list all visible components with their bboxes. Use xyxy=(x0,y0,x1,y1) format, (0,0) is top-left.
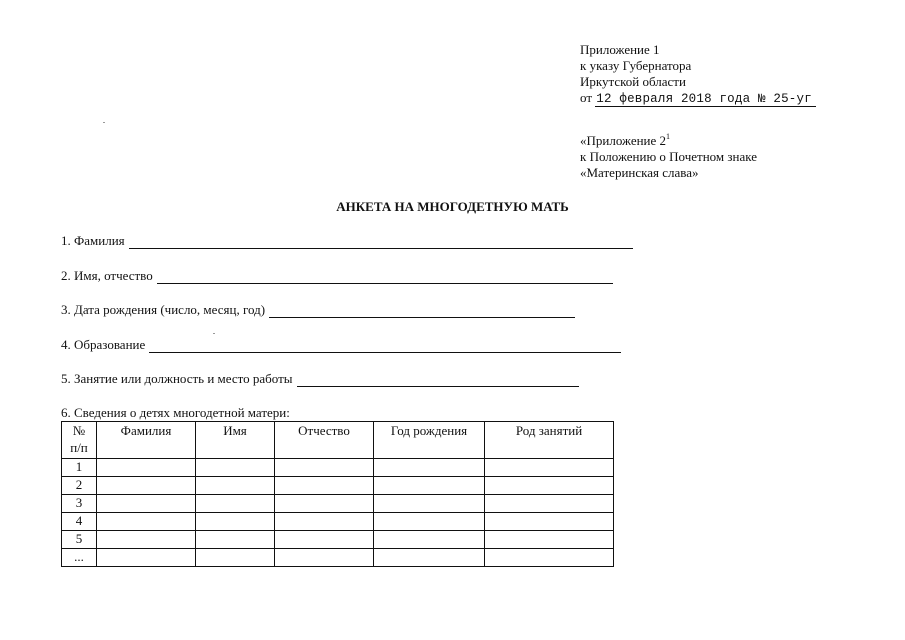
row-number: 4 xyxy=(62,513,97,531)
table-row xyxy=(62,477,614,495)
date-value: 12 февраля 2018 года № 25-уг xyxy=(595,92,816,107)
table-row xyxy=(62,549,614,567)
appendix2-header xyxy=(580,129,757,181)
field-surname-label: 1. Фамилия xyxy=(61,233,125,248)
table-cell[interactable] xyxy=(275,495,374,513)
table-cell[interactable] xyxy=(485,459,614,477)
table-row xyxy=(62,531,614,549)
field-name-patronymic[interactable] xyxy=(61,268,613,284)
table-cell[interactable] xyxy=(374,531,485,549)
scan-speck xyxy=(103,122,105,123)
table-row xyxy=(62,513,614,531)
table-row xyxy=(62,459,614,477)
field-birth-date-label: 3. Дата рождения (число, месяц, год) xyxy=(61,302,266,317)
table-cell[interactable] xyxy=(374,495,485,513)
field-occupation[interactable] xyxy=(61,371,579,387)
table-cell[interactable] xyxy=(275,513,374,531)
header-occupation: Род занятий xyxy=(485,422,614,459)
page-title: АНКЕТА НА МНОГОДЕТНУЮ МАТЬ xyxy=(336,199,569,214)
table-cell[interactable] xyxy=(485,513,614,531)
table-row xyxy=(62,495,614,513)
appendix2-superscript: 1 xyxy=(666,132,671,141)
table-cell[interactable] xyxy=(374,513,485,531)
field-occupation-label: 5. Занятие или должность и место работы xyxy=(61,371,293,386)
appendix2-line-3: «Материнская слава» xyxy=(580,165,699,180)
table-cell[interactable] xyxy=(196,531,275,549)
row-number: 5 xyxy=(62,531,97,549)
table-cell[interactable] xyxy=(374,459,485,477)
children-section-label: 6. Сведения о детях многодетной матери: xyxy=(61,405,290,420)
header-surname: Фамилия xyxy=(97,422,196,459)
table-cell[interactable] xyxy=(97,459,196,477)
table-cell[interactable] xyxy=(196,459,275,477)
field-birth-date[interactable] xyxy=(61,302,575,318)
field-surname-blank[interactable] xyxy=(129,236,633,249)
table-cell[interactable] xyxy=(485,477,614,495)
appendix2-line-1-text: «Приложение 2 xyxy=(580,133,667,148)
table-cell[interactable] xyxy=(196,549,275,567)
header-patronymic: Отчество xyxy=(275,422,374,459)
table-cell[interactable] xyxy=(97,513,196,531)
appendix-header xyxy=(580,42,816,106)
header-number-line2: п/п xyxy=(70,440,88,455)
field-surname[interactable] xyxy=(61,233,633,249)
field-occupation-blank[interactable] xyxy=(297,374,579,387)
table-cell[interactable] xyxy=(97,477,196,495)
table-cell[interactable] xyxy=(485,495,614,513)
field-education[interactable] xyxy=(61,337,621,353)
field-name-blank[interactable] xyxy=(157,271,613,284)
table-cell[interactable] xyxy=(97,531,196,549)
table-cell[interactable] xyxy=(275,459,374,477)
header-birth-year: Год рождения xyxy=(374,422,485,459)
table-header-row xyxy=(62,422,614,459)
table-cell[interactable] xyxy=(374,549,485,567)
header-number-line1: № xyxy=(72,423,86,438)
table-cell[interactable] xyxy=(275,531,374,549)
children-table xyxy=(61,421,614,567)
scan-speck xyxy=(213,333,215,334)
row-number: 1 xyxy=(62,459,97,477)
field-birth-date-blank[interactable] xyxy=(269,305,575,318)
row-number: ... xyxy=(62,549,97,567)
field-name-label: 2. Имя, отчество xyxy=(61,268,153,283)
table-cell[interactable] xyxy=(275,477,374,495)
appendix2-line-1 xyxy=(580,129,757,149)
table-cell[interactable] xyxy=(275,549,374,567)
table-cell[interactable] xyxy=(196,495,275,513)
table-cell[interactable] xyxy=(196,477,275,495)
row-number: 3 xyxy=(62,495,97,513)
date-prefix: от xyxy=(580,90,593,105)
appendix-line-3: Иркутской области xyxy=(580,74,686,89)
field-education-label: 4. Образование xyxy=(61,337,146,352)
table-cell[interactable] xyxy=(485,531,614,549)
decree-date xyxy=(580,90,816,106)
header-number xyxy=(62,422,97,459)
appendix-line-2: к указу Губернатора xyxy=(580,58,692,73)
table-cell[interactable] xyxy=(374,477,485,495)
field-education-blank[interactable] xyxy=(149,340,621,353)
table-cell[interactable] xyxy=(97,549,196,567)
table-cell[interactable] xyxy=(196,513,275,531)
table-cell[interactable] xyxy=(97,495,196,513)
header-name: Имя xyxy=(196,422,275,459)
table-cell[interactable] xyxy=(485,549,614,567)
appendix2-line-2: к Положению о Почетном знаке xyxy=(580,149,758,164)
appendix-line-1: Приложение 1 xyxy=(580,42,660,57)
row-number: 2 xyxy=(62,477,97,495)
